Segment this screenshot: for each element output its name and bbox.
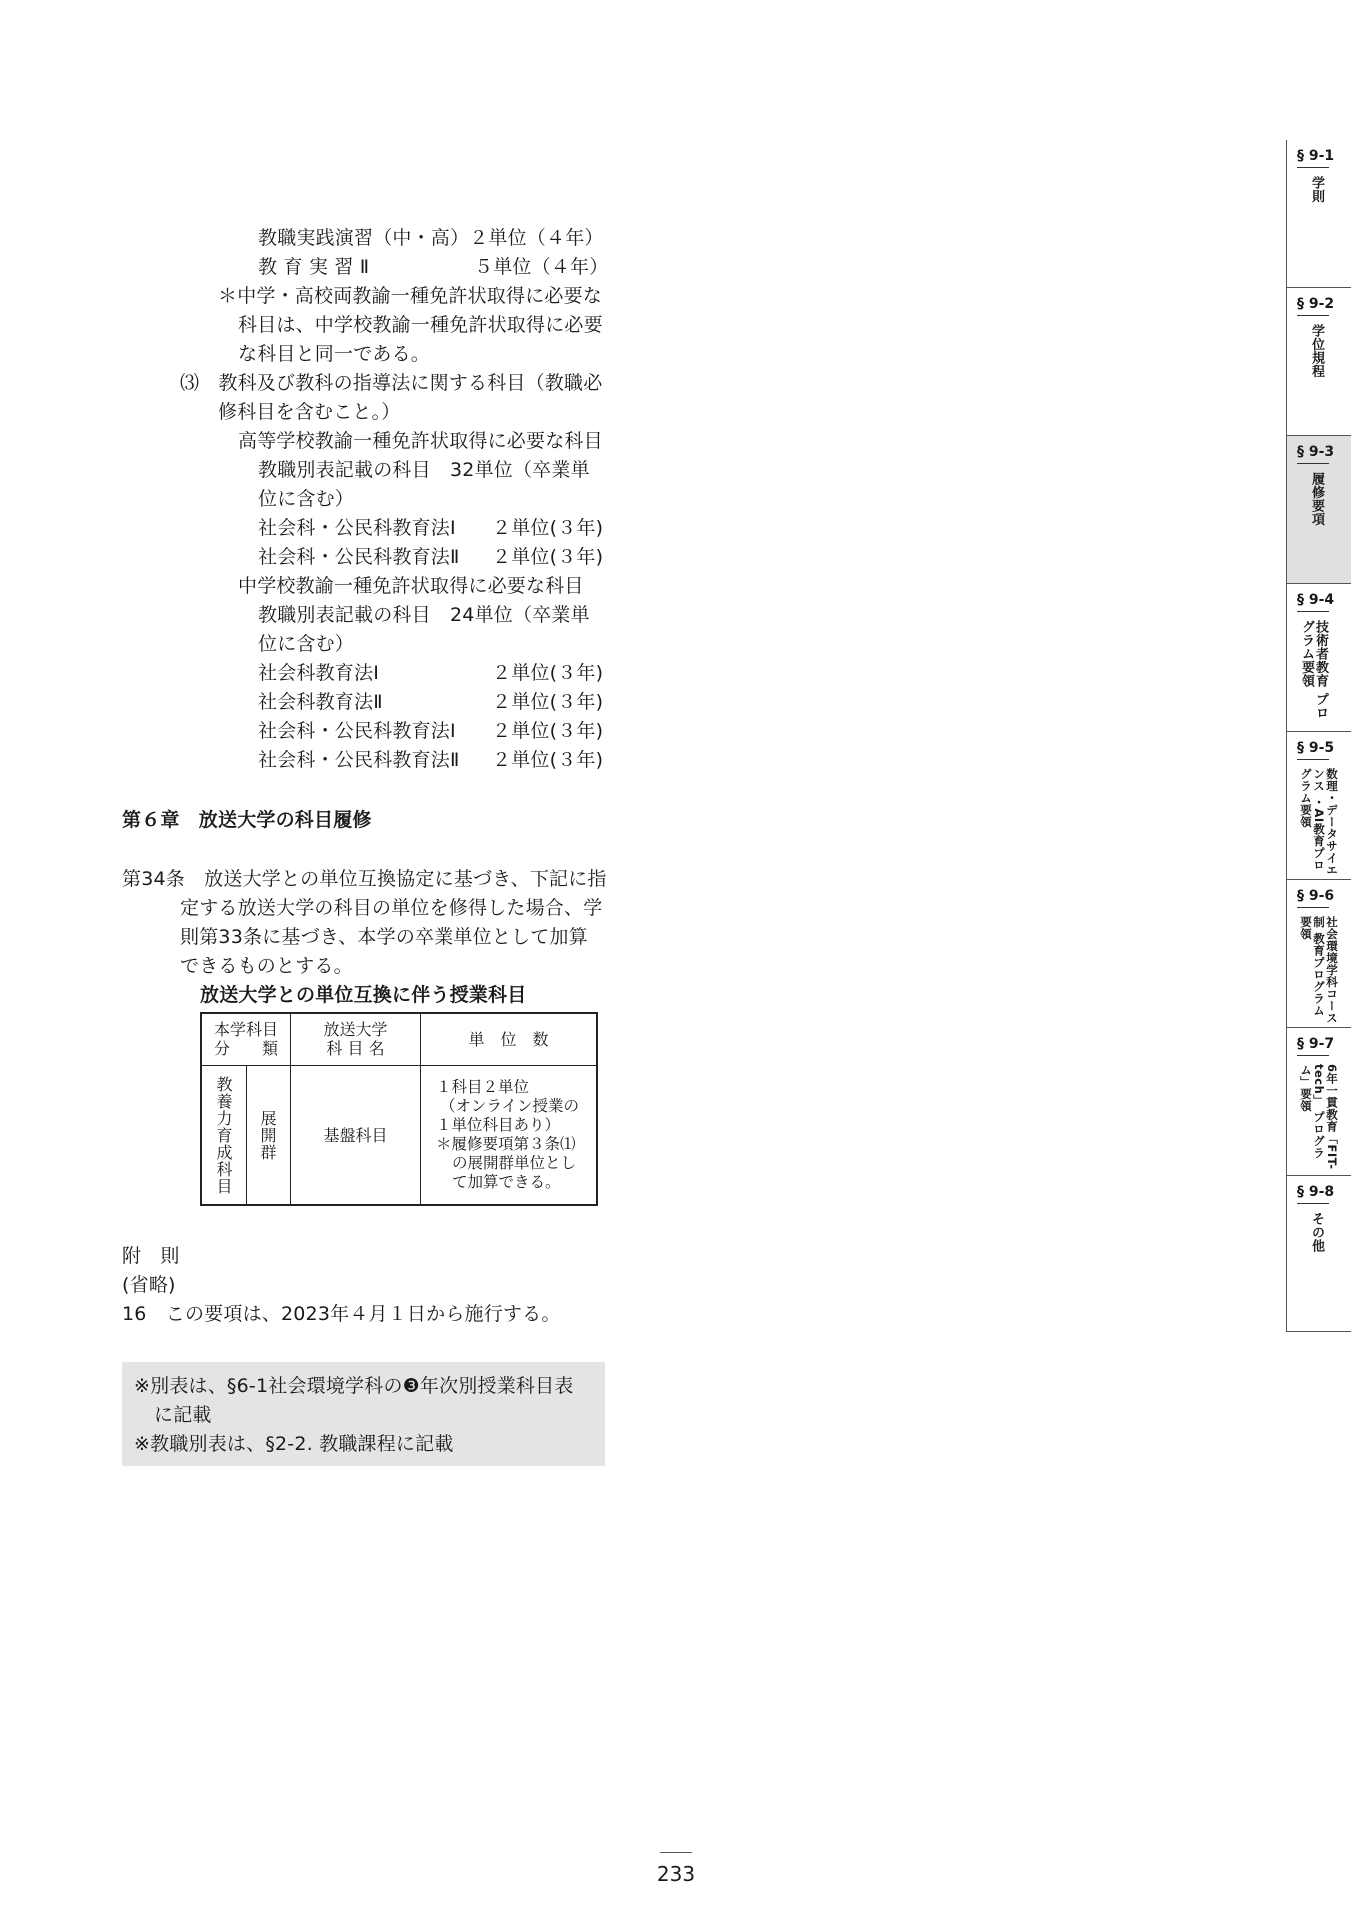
subject-units: ２単位(３年) (492, 720, 604, 742)
article-34-line-4: できるものとする。 (180, 955, 353, 977)
subject-row (258, 690, 603, 714)
article-34-line-1: 第34条 放送大学との単位互換協定に基づき、下記に指 (122, 868, 607, 890)
index-tab-9-1[interactable]: § 9-1 学則 (1287, 140, 1351, 288)
supplementary-effective: 16 この要項は、2023年４月１日から施行する。 (122, 1303, 561, 1325)
page-number-rule (660, 1852, 692, 1853)
row-units: １科目２単位 （オンライン授業の １単位科目あり） ＊履修要項第３条⑴ の展開群単位とし て加算できる。 (436, 1078, 580, 1191)
item-3-line-1: ⑶ 教科及び教科の指導法に関する科目（教職必 (180, 372, 603, 394)
high-school-credits-line-1: 教職別表記載の科目 32単位（卒業単 (258, 459, 590, 481)
table-title: 放送大学との単位互換に伴う授業科目 (200, 984, 527, 1006)
subject-name: 社会科・公民科教育法Ⅰ (258, 517, 456, 539)
note-box (122, 1362, 605, 1466)
article-34-line-3: 則第33条に基づき、本学の卒業単位として加算 (180, 926, 588, 948)
subject-row (258, 661, 603, 685)
subject-row (258, 748, 603, 772)
index-tab-9-3[interactable]: § 9-3 履修要項 (1287, 436, 1351, 584)
side-index (1286, 140, 1351, 1332)
header-units: 単 位 数 (468, 1030, 549, 1049)
article-34-line-2: 定する放送大学の科目の単位を修得した場合、学 (180, 897, 603, 919)
note-line: ※別表は、§6-1社会環境学科の❸年次別授業科目表 (134, 1375, 574, 1397)
subject-row (258, 545, 603, 569)
index-tab-9-2[interactable]: § 9-2 学位規程 (1287, 288, 1351, 436)
high-school-credits-line-2: 位に含む） (258, 488, 355, 510)
note-line-continued: に記載 (154, 1404, 212, 1426)
row-group-label: 教養力育成科目 (214, 1076, 233, 1195)
page-number: 233 (656, 1862, 696, 1886)
subject-name: 社会科教育法Ⅰ (258, 662, 380, 684)
note-line-3: な科目と同一である。 (238, 343, 431, 365)
subject-units: ２単位(３年) (492, 546, 604, 568)
note-line-1: ＊中学・高校両教諭一種免許状取得に必要な (218, 285, 603, 307)
index-tab-9-8[interactable]: § 9-8 その他 (1287, 1176, 1351, 1332)
line-kyoiku-jisshu-label: 教 育 実 習 Ⅱ (258, 256, 370, 278)
middle-school-heading: 中学校教諭一種免許状取得に必要な科目 (238, 575, 584, 597)
chapter-heading: 第６章 放送大学の科目履修 (122, 809, 372, 831)
index-tab-9-6[interactable]: § 9-6 社会環境学科コース制 教育プログラム要領 (1287, 880, 1351, 1028)
subject-row (258, 719, 603, 743)
note-line-2: 科目は、中学校教諭一種免許状取得に必要 (238, 314, 603, 336)
high-school-heading: 高等学校教諭一種免許状取得に必要な科目 (238, 430, 603, 452)
header-category: 本学科目 分 類 (213, 1020, 278, 1058)
subject-units: ２単位(３年) (492, 691, 604, 713)
row-sub-label: 展開群 (258, 1110, 277, 1161)
middle-school-credits-line-2: 位に含む） (258, 633, 355, 655)
line-kyoiku-jisshu-value: ５単位（４年） (474, 256, 609, 278)
subject-name: 社会科教育法Ⅱ (258, 691, 383, 713)
note-line: ※教職別表は、§2-2. 教職課程に記載 (134, 1433, 454, 1455)
subject-name: 社会科・公民科教育法Ⅰ (258, 720, 456, 742)
supplementary-omitted: (省略) (122, 1274, 176, 1296)
credit-transfer-table (200, 1012, 598, 1206)
supplementary-heading: 附 則 (122, 1245, 180, 1267)
subject-name: 社会科・公民科教育法Ⅱ (258, 546, 460, 568)
index-tab-9-4[interactable]: § 9-4 技術者教育 プログラム要領 (1287, 584, 1351, 732)
subject-units: ２単位(３年) (492, 662, 604, 684)
number-3-badge: ❸ (402, 1375, 420, 1397)
subject-units: ２単位(３年) (492, 517, 604, 539)
subject-row (258, 516, 603, 540)
subject-units: ２単位(３年) (492, 749, 604, 771)
item-3-line-2: 修科目を含むこと。） (218, 401, 401, 423)
line-kyoshoku-jissen: 教職実践演習（中・高）２単位（４年） (258, 227, 604, 249)
header-subject-name: 放送大学 科 目 名 (323, 1020, 388, 1058)
index-tab-9-7[interactable]: § 9-7 6年一貫教育「FIT-tech」 プログラム」要領 (1287, 1028, 1351, 1176)
middle-school-credits-line-1: 教職別表記載の科目 24単位（卒業単 (258, 604, 590, 626)
row-subject-name: 基盤科目 (323, 1126, 388, 1145)
index-tab-9-5[interactable]: § 9-5 数理・データサイエンス ・AI教育プログラム要領 (1287, 732, 1351, 880)
subject-name: 社会科・公民科教育法Ⅱ (258, 749, 460, 771)
